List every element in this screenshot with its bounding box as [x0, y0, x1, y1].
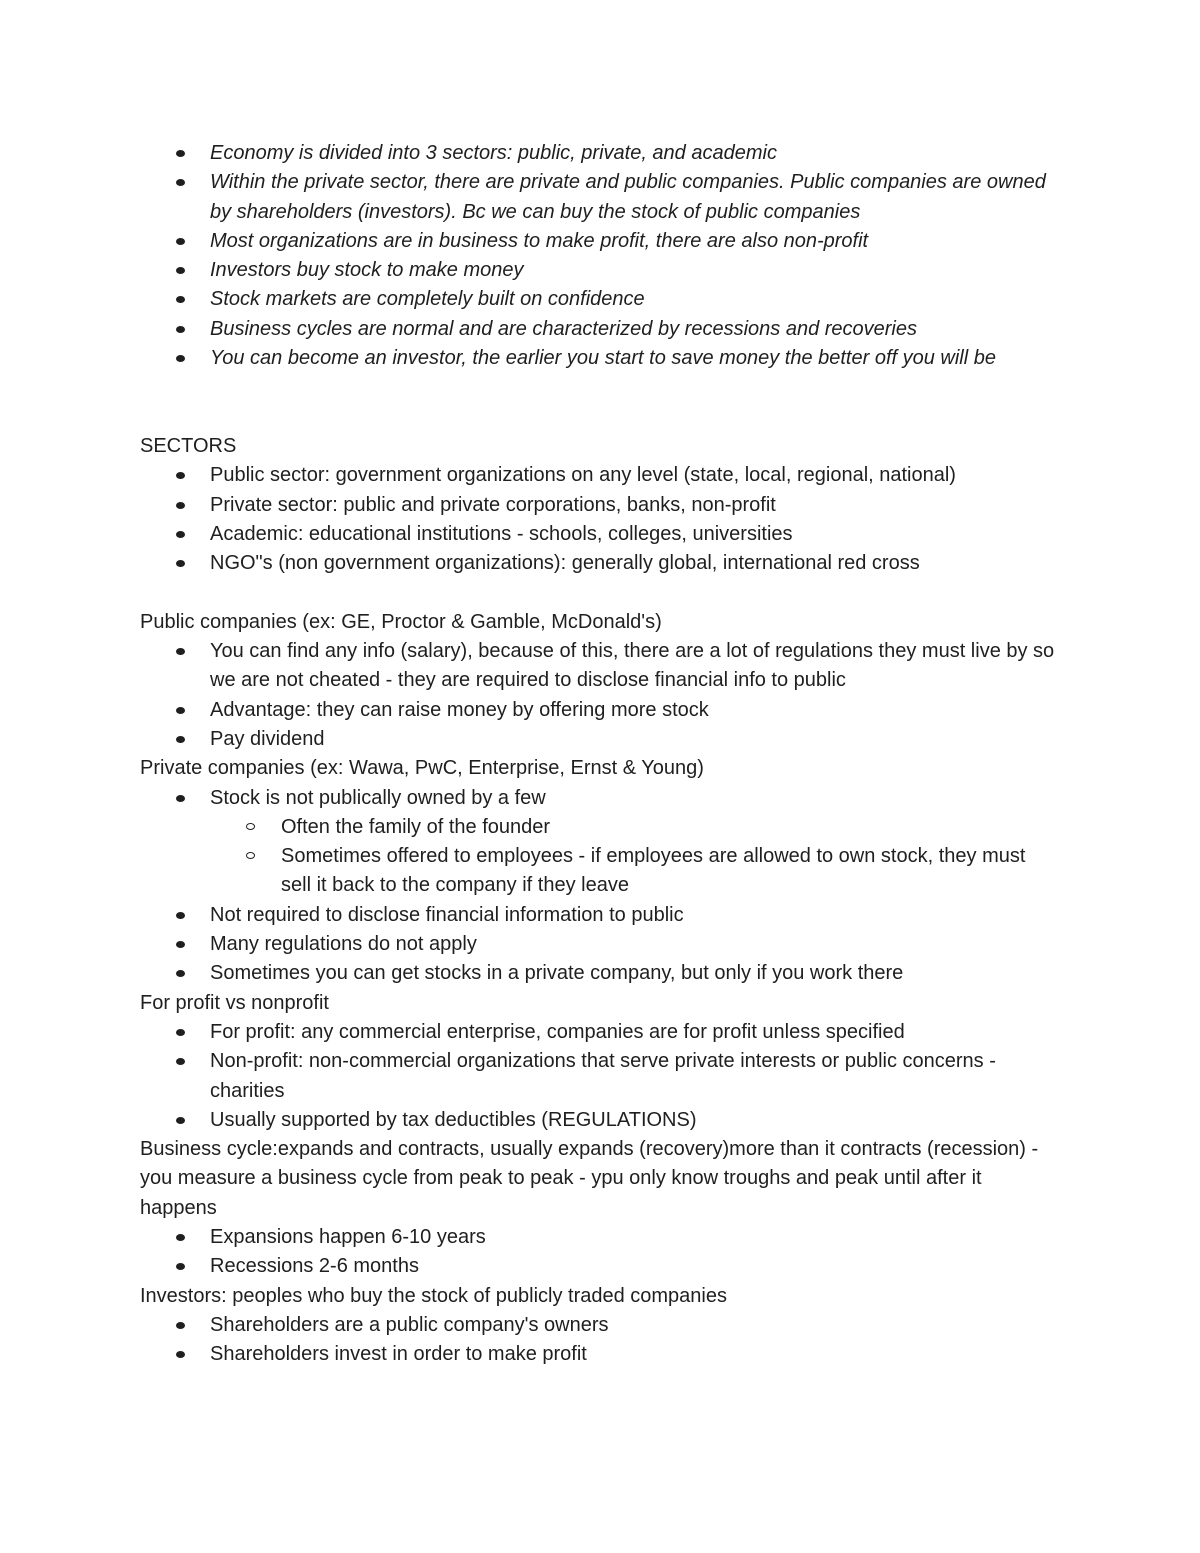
- list-item: Usually supported by tax deductibles (REGULATIONS): [140, 1106, 1060, 1135]
- private-companies-heading: Private companies (ex: Wawa, PwC, Enterprise, Ernst & Young): [140, 757, 704, 780]
- sub-list: [210, 813, 1060, 901]
- list-item: Recessions 2-6 months: [140, 1252, 1060, 1281]
- list-item: Within the private sector, there are private and public companies. Public companies are owned by shareholders (investors). Bc we can buy the stock of public companies: [140, 168, 1060, 227]
- list-item: Economy is divided into 3 sectors: public, private, and academic: [140, 139, 1060, 168]
- profit-list: [140, 1018, 1060, 1135]
- list-item: Public sector: government organizations on any level (state, local, regional, national): [140, 461, 1060, 490]
- list-item: Advantage: they can raise money by offering more stock: [140, 696, 1060, 725]
- document-page: [140, 139, 1060, 1369]
- sectors-list: [140, 461, 1060, 578]
- profit-heading: For profit vs nonprofit: [140, 991, 329, 1014]
- list-item: Stock markets are completely built on confidence: [140, 285, 1060, 314]
- list-item: Non-profit: non-commercial organizations that serve private interests or public concerns - charities: [140, 1047, 1060, 1106]
- list-item: You can find any info (salary), because of this, there are a lot of regulations they must live by so we are not cheated - they are required to disclose financial info to public: [140, 637, 1060, 696]
- list-item: Shareholders invest in order to make profit: [140, 1340, 1060, 1369]
- list-item: Investors buy stock to make money: [140, 256, 1060, 285]
- investors-heading: Investors: peoples who buy the stock of publicly traded companies: [140, 1284, 727, 1307]
- list-item: Most organizations are in business to make profit, there are also non-profit: [140, 227, 1060, 256]
- list-item: Expansions happen 6-10 years: [140, 1223, 1060, 1252]
- list-item: Private sector: public and private corporations, banks, non-profit: [140, 491, 1060, 520]
- spacer: [140, 578, 1060, 607]
- sectors-heading: SECTORS: [140, 434, 237, 457]
- list-item: You can become an investor, the earlier you start to save money the better off you will be: [140, 344, 1060, 373]
- list-item: Not required to disclose financial information to public: [140, 901, 1060, 930]
- spacer: [140, 373, 1060, 432]
- list-item: NGO"s (non government organizations): generally global, international red cross: [140, 549, 1060, 578]
- list-item: Academic: educational institutions - schools, colleges, universities: [140, 520, 1060, 549]
- list-item: Sometimes you can get stocks in a private company, but only if you work there: [140, 959, 1060, 988]
- public-companies-heading: Public companies (ex: GE, Proctor & Gamble, McDonald's): [140, 610, 662, 633]
- investors-list: [140, 1311, 1060, 1370]
- list-item: Many regulations do not apply: [140, 930, 1060, 959]
- private-companies-list: [140, 784, 1060, 989]
- list-item: Business cycles are normal and are characterized by recessions and recoveries: [140, 315, 1060, 344]
- list-item: Pay dividend: [140, 725, 1060, 754]
- intro-list: [140, 139, 1060, 373]
- list-item: [140, 784, 1060, 901]
- business-cycle-paragraph: Business cycle:expands and contracts, usually expands (recovery)more than it contracts (recession) - you measure a business cycle from peak to peak - ypu only know troughs and peak until after it happens: [140, 1138, 1039, 1219]
- list-item: Shareholders are a public company's owners: [140, 1311, 1060, 1340]
- business-cycle-list: [140, 1223, 1060, 1282]
- sub-list-item: Sometimes offered to employees - if employees are allowed to own stock, they must sell it back to the company if they leave: [210, 842, 1060, 901]
- list-item: For profit: any commercial enterprise, companies are for profit unless specified: [140, 1018, 1060, 1047]
- list-item-text: Stock is not publically owned by a few: [210, 786, 546, 809]
- sub-list-item: Often the family of the founder: [210, 813, 1060, 842]
- public-companies-list: [140, 637, 1060, 754]
